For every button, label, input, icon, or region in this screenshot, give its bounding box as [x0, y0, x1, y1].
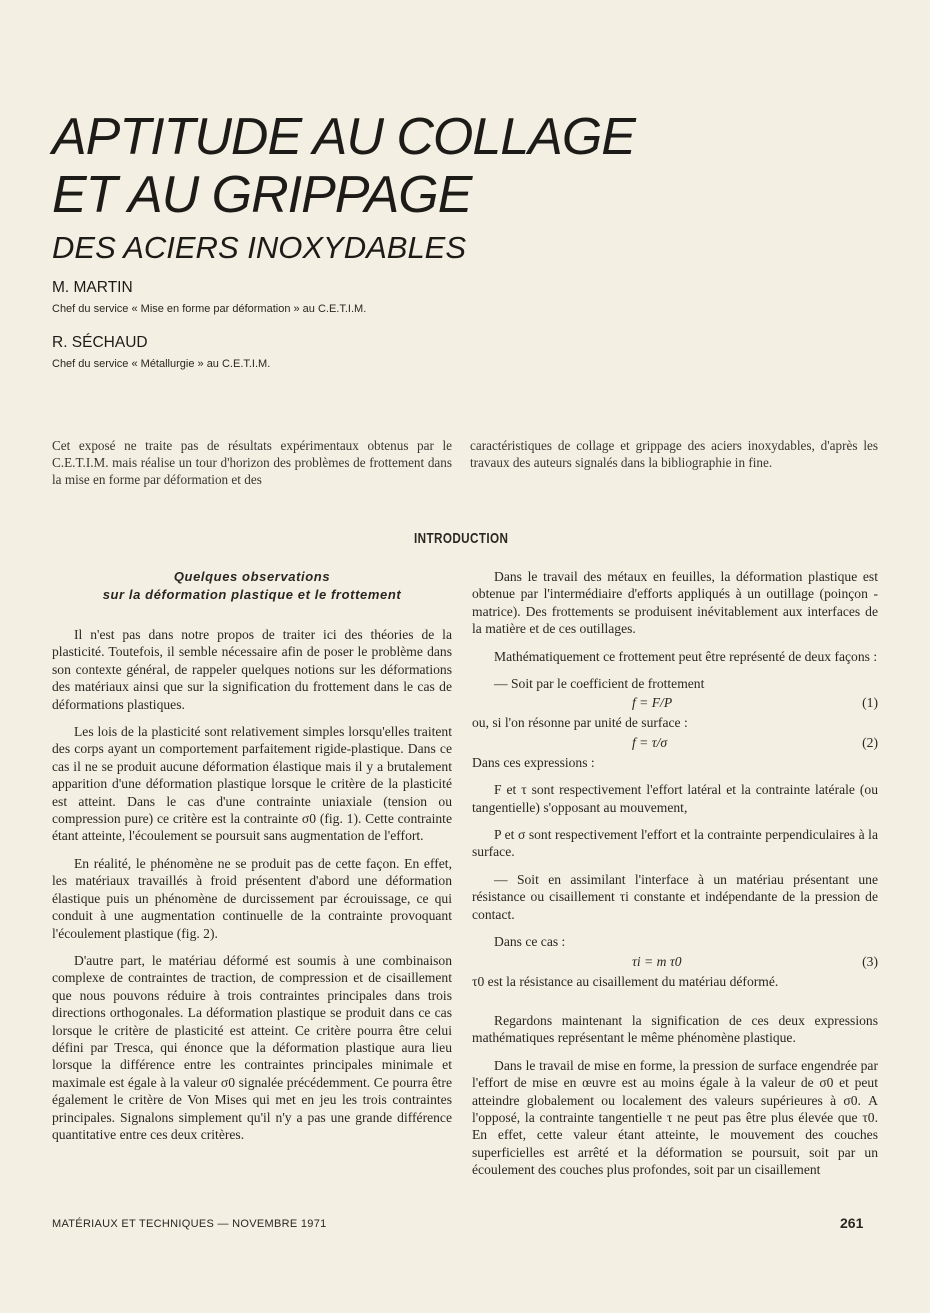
paragraph: τ0 est la résistance au cisaillement du matériau déformé. [472, 973, 779, 989]
author-2-role: Chef du service « Métallurgie » au C.E.T.I.M. [52, 358, 271, 370]
equation-1-formula: f = F/P [632, 695, 673, 711]
paragraph: D'autre part, le matériau déformé est soumis à une combinaison complexe de contraintes de traction, de compression et de cisaillement que nous pouvons réduire à trois contraintes principales dans trois directions orthogonales. La déformation plastique se produit dans ce cas lorsque le critère de plasticité est atteint. Ce critère pourra être celui défini par Tresca, qui énonce que la déformation plastique aura lieu lorsque la différence entre les contraintes principales minimale et maximale est égale à la valeur σ0 signalée précédemment. Ce pourra être également le critère de Von Mises qui met en jeu les trois contraintes principales. Signalons simplement qu'il n'y a pas une grande différence quantitative entre ces deux critères. [52, 952, 452, 1142]
subhead [52, 568, 452, 604]
equation-3-number: (3) [862, 953, 878, 969]
equation-2 [472, 732, 878, 754]
section-title: INTRODUCTION [414, 530, 509, 547]
subhead-line-2: sur la déformation plastique et le frottement [102, 587, 402, 602]
paragraph: Dans ces expressions : [472, 754, 595, 770]
paragraph: Mathématiquement ce frottement peut être représenté de deux façons : [494, 648, 878, 664]
title-line-3: DES ACIERS INOXYDABLES [52, 230, 467, 265]
paragraph: En réalité, le phénomène ne se produit pas de cette façon. En effet, les matériaux travaillés à froid présentent d'abord une déformation élastique puis un phénomène de durcissement par écrouissage, ce qui conduit à une augmentation continuelle de la contrainte provoquant l'écoulement plastique (fig. 2). [52, 855, 452, 941]
paragraph: Regardons maintenant la signification de ces deux expressions mathématiques représentant le même phénomène plastique. [472, 1012, 878, 1046]
page-number: 261 [840, 1215, 864, 1231]
paragraph: Les lois de la plasticité sont relativement simples lorsqu'elles traitent des corps ayant un comportement parfaitement rigide-plastique. Dans ce cas il ne se produit aucune déformation élastique mais il y a brutalement apparition d'une déformation plastique lorsque le critère de la plasticité est atteint. Dans le cas d'une contrainte uniaxiale (tension ou compression pure) ce critère est la contrainte σ0 (fig. 1). Cette contrainte étant atteinte, l'écoulement se poursuit sans augmentation de l'effort. [52, 724, 452, 844]
paragraph: Dans ce cas : [494, 934, 566, 950]
equation-2-formula: f = τ/σ [632, 734, 668, 750]
equation-3-formula: τi = m τ0 [632, 953, 682, 969]
left-column [52, 568, 452, 1143]
paragraph: ou, si l'on résonne par unité de surface : [472, 715, 688, 731]
author-1-name: M. MARTIN [52, 279, 133, 296]
article-title [52, 108, 635, 268]
equation-2-number: (2) [862, 734, 878, 750]
paragraph: Il n'est pas dans notre propos de traiter ici des théories de la plasticité. Toutefois, il semble nécessaire afin de poser le problème dans son contexte général, de rappeler quelques notions sur les déformations des matériaux ainsi que sur la signification du frottement dans le cas de déformations plastiques. [52, 627, 452, 712]
abstract-right-text: caractéristiques de collage et grippage des aciers inoxydables, d'après les travaux des auteurs signalés dans la bibliographie in fine. [470, 438, 878, 470]
paragraph: F et τ sont respectivement l'effort latéral et la contrainte latérale (ou tangentielle) s'opposant au mouvement, [472, 782, 878, 815]
paragraph: P et σ sont respectivement l'effort et la contrainte perpendiculaires à la surface. [472, 827, 878, 860]
paragraph: — Soit par le coefficient de frottement [494, 676, 705, 692]
abstract-right [470, 437, 878, 471]
equation-1 [472, 692, 878, 714]
paragraph: Dans le travail des métaux en feuilles, la déformation plastique est obtenue par l'intermédiaire d'efforts appliqués à un outillage (poinçon - matrice). Des frottements se produisent inévitablement aux interfaces de la matière et de ces outillages. [472, 569, 878, 637]
author-2-name: R. SÉCHAUD [52, 334, 148, 351]
subhead-line-1: Quelques observations [173, 569, 331, 584]
equation-1-number: (1) [862, 695, 878, 711]
paragraph: Dans le travail de mise en forme, la pression de surface engendrée par l'effort de mise en œuvre est au moins égale à la valeur de σ0 et peut atteindre globalement ou localement des valeurs supérieures à σ0. A l'opposé, la contrainte tangentielle τ ne peut pas être plus élevée que τ0. En effet, cette valeur étant atteinte, le mouvement des couches superficielles est arrêté et la déformation se poursuit, soit par un écoulement des couches plus profondes, soit par un cisaillement [472, 1057, 878, 1178]
author-1-role: Chef du service « Mise en forme par déformation » au C.E.T.I.M. [52, 303, 367, 315]
abstract-left [52, 437, 452, 488]
abstract-left-text: Cet exposé ne traite pas de résultats expérimentaux obtenus par le C.E.T.I.M. mais réalise un tour d'horizon des problèmes de frottement dans la mise en forme par déformation et des [52, 438, 452, 487]
right-column [472, 568, 878, 1179]
journal-footer: MATÉRIAUX ET TECHNIQUES — NOVEMBRE 1971 [52, 1218, 327, 1230]
equation-3 [472, 951, 878, 973]
title-line-2: ET AU GRIPPAGE [52, 166, 472, 224]
title-line-1: APTITUDE AU COLLAGE [52, 108, 635, 166]
paragraph: — Soit en assimilant l'interface à un matériau présentant une résistance ou cisaillement τi constante et indépendante de la pression de contact. [472, 871, 878, 922]
